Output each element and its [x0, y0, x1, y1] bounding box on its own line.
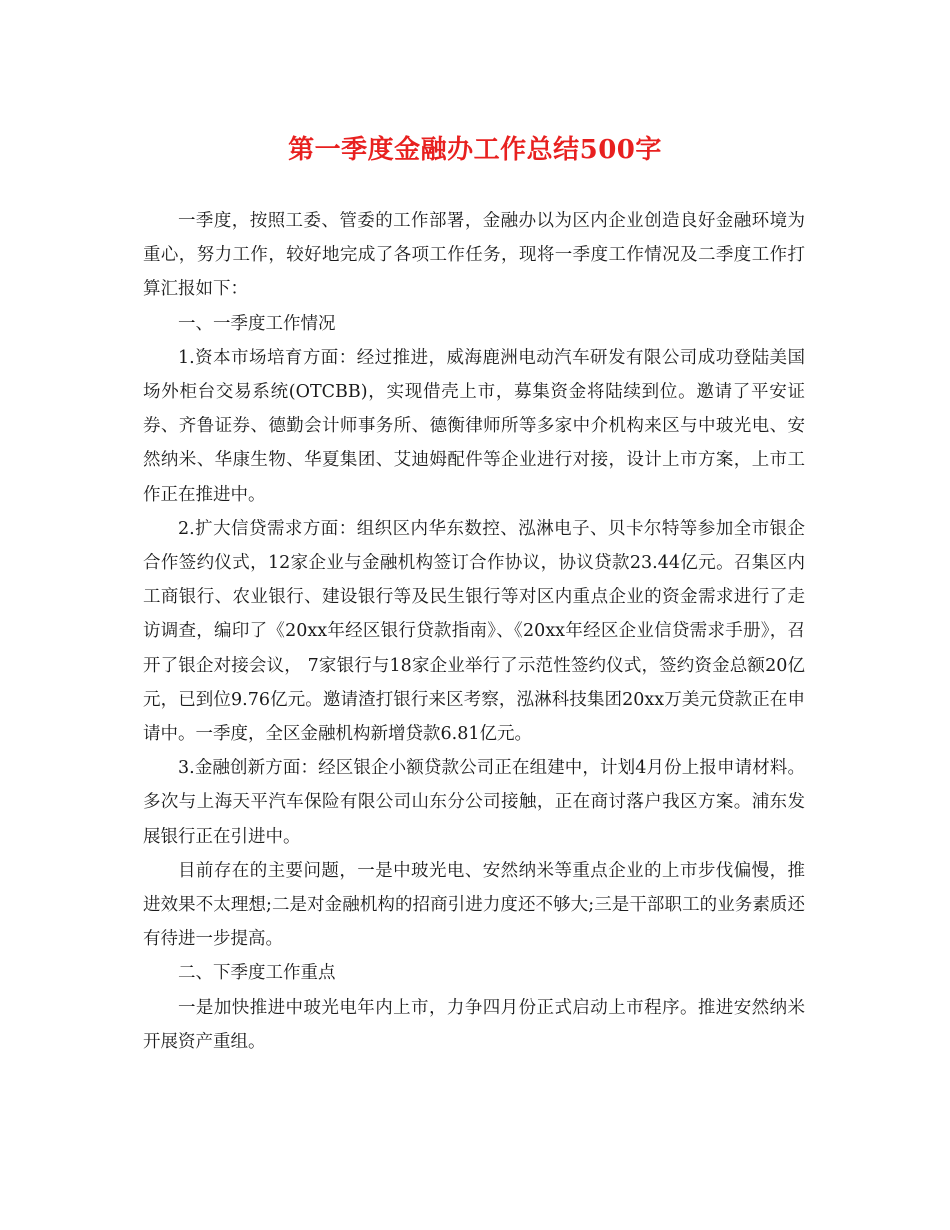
paragraph-credit-demand: 2.扩大信贷需求方面：组织区内华东数控、泓淋电子、贝卡尔特等参加全市银企合作签约仪式，12家企业与金融机构签订合作协议，协议贷款23.44亿元。召集区内工商银行、农业银行、建设银行等及民生银行等对区内重点企业的资金需求进行了走访调查，编印了《20xx年经区银行贷款指南》、《20xx年经区企业信贷需求手册》，召开了银企对接会议， 7家银行与18家企业举行了示范性签约仪式，签约资金总额20亿元，已到位9.76亿元。邀请渣打银行来区考察，泓淋科技集团20xx万美元贷款正在申请中。一季度，全区金融机构新增贷款6.81亿元。: [143, 518, 805, 745]
paragraph-problems: 目前存在的主要问题，一是中玻光电、安然纳米等重点企业的上市步伐偏慢，推进效果不太理想;二是对金融机构的招商引进力度还不够大;三是干部职工的业务素质还有待进一步提高。: [143, 860, 805, 950]
paragraph-financial-innovation: 3.金融创新方面：经区银企小额贷款公司正在组建中，计划4月份上报申请材料。多次与上海天平汽车保险有限公司山东分公司接触，正在商讨落户我区方案。浦东发展银行正在引进中。: [143, 758, 805, 847]
document-title: 第一季度金融办工作总结500字: [288, 135, 662, 165]
paragraph-capital-market: 1.资本市场培育方面：经过推进，威海鹿洲电动汽车研发有限公司成功登陆美国场外柜台交易系统(OTCBB)，实现借壳上市，募集资金将陆续到位。邀请了平安证券、齐鲁证券、德勤会计师事务所、德衡律师所等多家中介机构来区与中玻光电、安然纳米、华康生物、华夏集团、艾迪姆配件等企业进行对接，设计上市方案，上市工作正在推进中。: [143, 347, 805, 505]
section-heading-next-quarter: 二、下季度工作重点: [178, 963, 336, 984]
intro-paragraph: 一季度，按照工委、管委的工作部署，金融办以为区内企业创造良好金融环境为重心，努力工作，较好地完成了各项工作任务，现将一季度工作情况及二季度工作打算汇报如下：: [143, 211, 805, 300]
paragraph-next-quarter-1: 一是加快推进中玻光电年内上市，力争四月份正式启动上市程序。推进安然纳米开展资产重组。: [143, 997, 805, 1052]
section-heading-q1: 一、一季度工作情况: [178, 313, 336, 334]
document-body: [143, 204, 805, 1059]
